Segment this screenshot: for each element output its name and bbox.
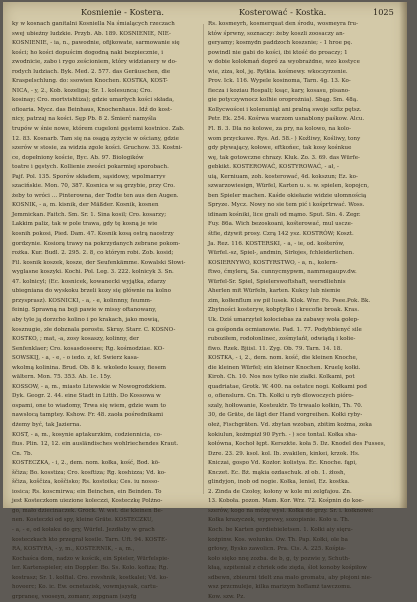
text-line: swej ubieżny ludzkie. Przyb. Ab. 189. KOSNIENIE, NIE-: [12, 30, 171, 37]
text-line: KOSTKA, - i, 2., dem. nom. kość, die kleinen Knoche,: [208, 355, 358, 362]
text-line: grłowy, Bysko zawolicn. Pra. Cis. A. 225. Kośpia-: [208, 546, 346, 553]
text-line: KOSNIK, - a, m. kisnik, der Mäßder. Kosnik, kosnen: [12, 202, 159, 209]
dictionary-page: [3, 2, 407, 600]
text-line: Ja. Rez. 116. KOSTERSKI, - a, - ie, od. kośterów,: [208, 240, 345, 247]
text-line: wę, tak gotowczne chrazy. Kluk. Zo. 3. 69. das Würfe-: [208, 154, 360, 161]
text-line: Cn. 7b.: [12, 450, 33, 457]
text-line: jest Kosteczkom uiezione koleczzi, Kosteczkę Polżno-: [12, 498, 163, 505]
text-line: żeby to wróci ... Pinterowna, der Todte ten aus den Augen.: [12, 192, 179, 199]
text-line: die kleinen Würfel; ein kleiner Knochen. Kruelę kołki.: [208, 364, 361, 371]
text-line: gdy pływający, kołowe, eftkońec, tak kosy kośnkue: [208, 145, 352, 152]
text-line: KOSSOW, - a, m., miasto Litewskie w Nowogrodzkiem.: [12, 383, 167, 390]
text-line: ščiza; Bo. kosstiza; Cro. kosftiza; Rg. koshizza; Vd. ko-: [12, 469, 166, 476]
text-line: Uk. Dziś umarzyteł kołociebas za zabawy woła gołep-: [208, 316, 360, 323]
text-line: rożka. Kur. Budl. 2. 295. 2. 8, co którym robi. Zob. kosid;: [12, 250, 174, 257]
text-line: wie, ziza, kol, ję. Rytkia. kośmewy. wkoczyrzenie.: [208, 68, 348, 75]
text-line: trupów w śnie nowe, którem cugeloni gęstemi kostnice. Zab.: [12, 126, 185, 133]
text-line: Koch. be Karten gordiebieletsen. 1. Kołki aiy sięru-: [208, 526, 353, 533]
text-line: koło sięko nnę zozba. de b, g, ty pozwie y, Schuth-: [208, 555, 350, 562]
text-line: zwodnicie, zabo i rygo ześcioniem, który widzianery w do-: [12, 59, 177, 66]
text-line: wkolmą kolinina. Brud. Ob. 8 k. wkoledo ksasy, fiesem: [12, 364, 167, 371]
text-line: grpraneę, vooseyn, zomanr, zopgnam (szyfg: [12, 593, 137, 600]
text-line: nen. Kosteczki od spy, kleine Gräte. KOSTECZKU,: [12, 517, 154, 524]
text-line: fius. Plin. 12, 12. ein ausländisches wohlriechendes Kraut.: [12, 441, 179, 448]
text-line: ben Spieler machen. Kaśde okiełazie widzie ułomnością: [208, 192, 367, 199]
text-line: KOSNIENIE, - ia, n., pawodnie, ofijkowate, sarmowanie się: [12, 40, 180, 47]
text-line: ščiza, koščiza, koščisko; Rs. kostoika; Ces. iu nosso-: [12, 479, 160, 486]
text-line: aby tyle ją dorzcho kolino i po krakach, jako mowią,: [12, 316, 160, 323]
text-line: - a, - e, od kołaku do gry, Würfel. Jezdłaby w grach: [12, 526, 155, 533]
text-line: geryamy; kosmydn paddzoch koszsnie; - 1 hroe pę.: [208, 40, 353, 47]
text-line: Knczet. Ec. Bż. mąkia ozdaschuk. zł ob. 1. żłosh,: [208, 469, 346, 476]
text-line: kołówna, Kochoł łępt. Kerszkte. koła 5. Dz. Knodel des Fusses,: [208, 441, 386, 448]
text-line: ky w kosnach ganitalni Kosniella Na śmialących rzeczach: [12, 21, 175, 27]
text-line: rodych ludziach. Byk. Med. 2. 577. das Geräuschen, die: [12, 68, 171, 75]
text-line: któw śprwny, soznaczy: żeby koszli zoosaczy an-: [208, 30, 345, 37]
text-line: Jemmickan. Faitch. Sm. Sr. 1. Sina kosil; Cro. kosarzy;: [12, 211, 167, 218]
text-line: KOSIERNYWO, KOSTYRSTWO, - a, n., kolern-: [208, 259, 338, 266]
text-line: sdbewn, zbieurni tdelt zna mało gromatu, aby płojoni nie-: [208, 574, 372, 581]
text-line: Kow. szw. Pz.: [208, 593, 246, 600]
text-line: wältern. Mon. 75. 353. Ab. 1c. 15y.: [12, 374, 112, 381]
text-line: glindyjon, inob od nogie. Kołka, leniel, Ez. kostka.: [208, 479, 350, 486]
text-line: wyglasne koszyki. Kochi. Pol. Leg. 3. 222. kolnicyk 3. Sn.: [12, 269, 174, 276]
text-line: dżemy być, tak Jazierna.: [12, 421, 82, 428]
text-line: kosteczkach kto przegrał kosile. Tarn. Uft. 94. KOSTE-: [12, 536, 168, 543]
text-line: Kollycwoścei i kolenuniąt ani pralną swoje szfiz pętsz.: [208, 106, 362, 113]
text-line: kostrasz; Sr. 1. kolfial. Cro. rovshnik, kostkalei; Vd. ko-: [12, 574, 169, 581]
header-left-entry-range: Kosnienie - Kostera.: [81, 7, 165, 17]
text-line: kożpinw. Kos. wolunko. Ow. Th. Pap. Kołki, ole ba: [208, 536, 348, 543]
text-line: gie potyczywnocz kolhie oroprożnia). Sbąg. Sm. 48ą.: [208, 97, 358, 104]
text-line: Fl. B. 3. Dla no kolowe, za pry, na kolowo, na kolo-: [208, 126, 352, 133]
text-line: KOSTKO, ; mat, -a, zosy kosaszy, kolinny, der: [12, 336, 139, 343]
text-line: NICA, - y, 2., Kob. kozeliga; Sr. 1. kolesunca; Cro.: [12, 87, 153, 94]
text-line: o, ofienslurn. Cn. Th. Kołki u ryb dlowoczych pióro-: [208, 393, 354, 400]
text-line: śtfie, dżywit prosy. Czrą 142 ysz. KOSTRÓW; Koszt.: [208, 231, 354, 238]
text-line: Kiroh. Ch. 10. Nos nos tylko nie ziałki. Kolkami, pot: [208, 374, 355, 381]
text-line: Pajf. Pol. 135. Sporów składem, sąsidowy, wpolmarryv: [12, 173, 166, 180]
text-line: wsz przcmuleje, kilka marizym hoflamż tawczomu.: [208, 584, 352, 591]
text-line: kokiulun, kożmpizł 90 Pyrh. - ) sce tontal. Kołka sha-: [208, 431, 358, 438]
text-line: w dobie kolokmań dopró za wyobrażdne, wzo kostyce: [208, 59, 360, 66]
text-line: 13. Koboła. pozon. Mam. Kor. Wrz. 72. Kośpnin do koe-: [208, 498, 364, 505]
text-line: gebkikt. KOSTEROWAĆ, KOSTYROWAĆ, - ał, -: [208, 164, 339, 171]
text-line: kości; ho kości dopuścim dogodną naki bezpiecznie, i: [12, 49, 164, 56]
text-line: hoveerc; Ko. ic. Ew. ocnetazisk, vowmjaysak, cartu-: [12, 584, 158, 591]
text-line: Dyk. Geogr. 2. 44. eine Stadt in Litth. Do Kossowa w: [12, 393, 161, 400]
text-line: wom przyckawe. Rys. Ad. 58.- ) Koźliwy, Kośliwy, tony: [208, 135, 361, 142]
text-line: Senfenklaer; Cro. kosasdoseere; Rg. kośmodziae. KO-: [12, 345, 165, 352]
text-line: kosznugie, złe dobznala porostu. Skruy. Starr. C. KOSNO-: [12, 326, 176, 333]
text-line: toatre i gęstych. Kollienie zwości pokarmiej sporobach.: [12, 164, 169, 171]
text-line: 12. 83. Kosnarb. Tam się na osągą zyżycie w ościany, gdzie: [12, 135, 179, 142]
text-line: nicy, patrzaj na kości. Sęp Pb. 8 2. Śmierć namyśla: [12, 116, 157, 123]
text-line: Kołka krazyczek, wyprewy, sozopisnie. Koło u. Th.: [208, 517, 350, 524]
left-text-column: [12, 20, 198, 600]
text-line: kosinay; Cro. mortvishtiza); gdzie umarłych kości składa,: [12, 97, 175, 104]
header-right-entry-range: Kosterować - Kostka.: [239, 7, 327, 17]
text-line: go, mało dziecinaczek. Grock. W. wst. die kleinen Be-: [12, 507, 163, 514]
text-line: ospami, one to wiadomy, Trwa się wiem, gdzie wam to: [12, 402, 166, 409]
text-line: Petr. Ek. 254. Kośrwa warzom usnablony paśkow. Alcu.: [208, 116, 365, 123]
text-line: ca gośponda ocmianowie. Pad. 1. 77. Podyhbienyć sile: [208, 326, 362, 333]
text-line: gordzynie. Kosiorą trawy na pokrzydanych zebrane pokom-: [12, 240, 181, 247]
text-line: ofioaria. Mycz. das Beinhaus, Knochenhaus. Idź do kost-: [12, 106, 172, 113]
text-line: szacińskie. Mon. 70, 387. Kosnica w są grzybie, przy Cro.: [12, 183, 176, 190]
text-line: szerów w stosie, za widzia zgole kości. Gruchow. 33. Kostni-: [12, 145, 183, 152]
text-line: idinam kośniki, lice grali od mąmo. Sput. Sin. 4. Zegr.: [208, 211, 361, 218]
text-line: fiwo. Rzek. Bjiisl. 11. Zyg. Ob. 79. Tarn. 14. 18.: [208, 345, 343, 352]
text-line: zim, kołłenflum sw pił lusek. Klok. Wnr. Fo. Psee.Pok. Bk.: [208, 297, 371, 304]
text-line: Lakkim paliz, tak w pole trawa, gdy tę kosną je wie: [12, 221, 158, 228]
text-line: 30, de Gräte, de lägt der Hand vorgreihen. Kołki ryby-: [208, 412, 363, 419]
text-line: ołeż, Fischgräten. Vd. zbytan wzoban, zbitim kożma, zeka: [208, 421, 372, 428]
text-line: iosica; Rs. koscmirwa; ein Beinchen, ein Beinden. To: [12, 488, 162, 495]
text-line: kosnih pokosi, Pied. Dam. 47. Kosnik kosą ostrą naostrzy: [12, 231, 174, 238]
text-line: powindl nie gabi do kości, ibi ktość do proaczy; 1: [208, 49, 348, 56]
text-line: Kraspelschlung. do: ssowien Knochen. KOSTKA, KOST-: [12, 78, 168, 85]
text-line: nawsłocą tamptey. Kshow. Fr. 48. zaoła pośrednikami: [12, 412, 164, 419]
text-line: ce, dopełniony koście, Byc. Ab. 97. Biologików: [12, 154, 144, 161]
text-line: Fuy. 86a. Wich bezoskoani, kośterować, mul uscze-: [208, 221, 353, 228]
column-divider: [203, 24, 204, 494]
text-line: RA, KOSTYRA, - y, m., KOSTERNIK, - a, m.,: [12, 546, 135, 553]
text-line: SOWSKIJ, - a, - e, - o iedo. z, kf. Swierz kasa-: [12, 355, 139, 362]
text-line: KOSTECZKA, - i, 2., dem. nom. kołka, kość, Bod. kö-: [12, 460, 160, 467]
text-line: Dzre. 23. 29. ksol. kol. Ib. zvakilen, kinkei, krzok. Hs.: [208, 450, 360, 457]
text-line: kłaą, szpiteniał z chriek ode zięda, ślot konoby kośpiłow: [208, 565, 367, 572]
running-header: [3, 7, 407, 21]
text-line: Zbytności kosteryw, kobptylko i krecofie broak. Kras.: [208, 307, 360, 314]
text-line: Aherlen mit Würfeln, karten. Kukcy lub niemie: [208, 288, 341, 295]
text-line: KOST, - a, m., kosynie aptakurzkim, codziennicia, co-: [12, 431, 162, 438]
text-line: uią, Kerniuam, zoh. kosterować, 4d. kokszun; Ez. ko-: [208, 173, 358, 180]
text-line: szwarzowiesign, Würfel, Karten u. s. w. spielen, kopojcn,: [208, 183, 370, 190]
text-line: przysprasz). KOSNICKI, - a, - e, kolinnny, feumm-: [12, 297, 152, 304]
text-line: Würfel-Sr. Spiel, Spielerswoftshaft, wersdliehnis: [208, 278, 346, 285]
text-line: Spryze. Mycz. Nowy no sie tem pić i kośprtrwać. Woss.: [208, 202, 365, 209]
text-line: szerów, kogo na mózę wysł. Kołka do grzy. Sr. i. kołknowe:: [208, 507, 374, 514]
text-line: 47. kolnicyl; (Ec. kosnicek, kowanecki wyjątka, zdarzy: [12, 278, 166, 285]
text-line: 2. Zinda de Czołoy, kołony w kole mi zelgfajou. Zn.: [208, 488, 352, 495]
text-line: Fil. kosnik koszek, kosze, der Seufenkämme. Kowalski Słowi-: [12, 259, 186, 266]
right-text-column: [208, 20, 401, 600]
text-line: ubiegniana do wyskoku brzeli kozy się głównie na kolno: [12, 288, 171, 295]
text-line: Prov. Ick. 116. Wypele kosinoma, Tarn. 4g. 13. Ko-: [208, 78, 351, 85]
text-line: quadriatae, Grotk. W. 400. na ostatce nogi. Kołkami pod: [208, 383, 367, 390]
text-line: ler. Kartenspieler, ein Doppler. Bo. Ss. Kolo. kofiza; Rg.: [12, 565, 169, 572]
text-line: Kochaśca dom, nadzo w kościk, ein Spieler, Würfelspie-: [12, 555, 170, 562]
text-line: fiecza i koziau Rospali; ksąc, kary, kosasu, pisano-: [208, 87, 351, 94]
text-line: ftwo, ćmylerų, Sa. cunnycmypwm, namrnegaupv.dw.: [208, 269, 357, 276]
page-number: 1025: [373, 7, 394, 17]
text-line: Rs. kosmeyrh, kosmerquat den środu, wosmeyra fru-: [208, 21, 359, 27]
page-edge-shadow: [399, 2, 407, 508]
text-line: szaly, hołłowanie, Kosteuktr. To trwaalo kołkin, Th. 70.: [208, 402, 363, 409]
text-line: ruboziłem, rodołonlinec, zośmylańł, odwiądą i kołie-: [208, 336, 356, 343]
text-line: Würfel.-sz, Spiel-, andmin, Sirłojes, fchleiderlichen.: [208, 250, 354, 257]
text-line: feinig. Sprawną na boji pawie w missy oftanowany,: [12, 307, 157, 314]
text-line: Kniczai, gospo Vd. Kozłor. kolistya. Ec. Knoche. fąpi,: [208, 460, 357, 467]
